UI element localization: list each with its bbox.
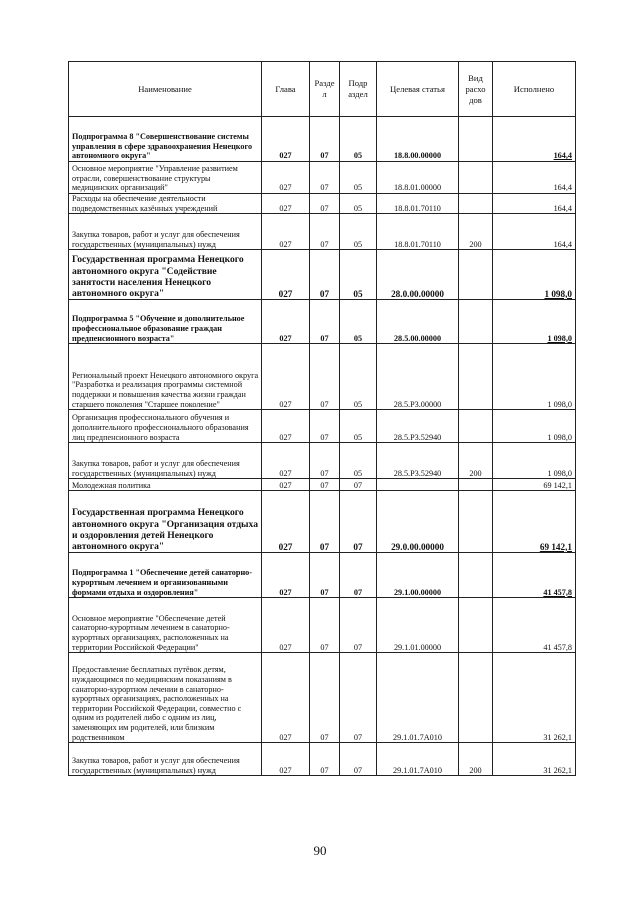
row-amount: 164,4 xyxy=(493,117,576,162)
row-podrazdel: 07 xyxy=(340,598,377,653)
row-razdel: 07 xyxy=(310,117,340,162)
row-podrazdel: 05 xyxy=(340,194,377,214)
row-vid: 200 xyxy=(459,214,493,250)
row-target: 28.5.P3.52940 xyxy=(377,443,459,479)
table-row xyxy=(69,250,576,300)
page-number: 90 xyxy=(313,843,327,858)
row-razdel: 07 xyxy=(310,743,340,776)
row-target: 29.0.00.00000 xyxy=(377,491,459,553)
row-vid xyxy=(459,250,493,300)
row-amount: 1 098,0 xyxy=(493,300,576,344)
table-row xyxy=(69,162,576,194)
row-vid xyxy=(459,553,493,598)
row-glava: 027 xyxy=(262,344,310,410)
row-vid xyxy=(459,344,493,410)
header-vid: Вид расхо дов xyxy=(459,62,493,117)
row-amount: 31 262,1 xyxy=(493,743,576,776)
row-name: Молодежная политика xyxy=(69,479,262,491)
row-podrazdel: 07 xyxy=(340,553,377,598)
row-glava: 027 xyxy=(262,491,310,553)
row-podrazdel: 05 xyxy=(340,344,377,410)
table-row xyxy=(69,410,576,443)
row-target: 18.8.01.70110 xyxy=(377,214,459,250)
row-glava: 027 xyxy=(262,214,310,250)
row-name: Государственная программа Ненецкого автономного округа "Содействие занятости населения Ненецкого автономного округа" xyxy=(69,250,262,300)
row-name: Организация профессионального обучения и дополнительного профессионального образования лиц предпенсионного возраста xyxy=(69,410,262,443)
table-row xyxy=(69,743,576,776)
table-row xyxy=(69,479,576,491)
header-executed: Исполнено xyxy=(493,62,576,117)
row-name: Закупка товаров, работ и услуг для обеспечения государственных (муниципальных) нужд xyxy=(69,214,262,250)
row-podrazdel: 07 xyxy=(340,653,377,743)
row-vid: 200 xyxy=(459,743,493,776)
row-target: 29.1.01.7А010 xyxy=(377,653,459,743)
row-amount: 41 457,8 xyxy=(493,598,576,653)
row-podrazdel: 05 xyxy=(340,410,377,443)
header-name: Наименование xyxy=(69,62,262,117)
row-target: 29.1.01.7А010 xyxy=(377,743,459,776)
row-target: 18.8.01.00000 xyxy=(377,162,459,194)
row-amount: 1 098,0 xyxy=(493,344,576,410)
header-glava: Глава xyxy=(262,62,310,117)
row-vid xyxy=(459,162,493,194)
table-row xyxy=(69,194,576,214)
row-vid xyxy=(459,479,493,491)
row-vid xyxy=(459,491,493,553)
row-vid xyxy=(459,410,493,443)
row-razdel: 07 xyxy=(310,410,340,443)
row-amount: 69 142,1 xyxy=(493,479,576,491)
row-razdel: 07 xyxy=(310,479,340,491)
row-amount: 164,4 xyxy=(493,214,576,250)
row-razdel: 07 xyxy=(310,300,340,344)
row-razdel: 07 xyxy=(310,598,340,653)
row-amount: 164,4 xyxy=(493,162,576,194)
row-name: Основное мероприятие "Управление развитием отрасли, совершенствование структуры медицинских организаций" xyxy=(69,162,262,194)
row-name: Подпрограмма 8 "Совершенствование системы управления в сфере здравоохранения Ненецкого автономного округа" xyxy=(69,117,262,162)
table-row xyxy=(69,117,576,162)
row-razdel: 07 xyxy=(310,344,340,410)
row-glava: 027 xyxy=(262,410,310,443)
row-glava: 027 xyxy=(262,653,310,743)
row-amount: 69 142,1 xyxy=(493,491,576,553)
row-podrazdel: 05 xyxy=(340,214,377,250)
row-name: Подпрограмма 1 "Обеспечение детей санаторно-курортным лечением и организованными формами отдыха и оздоровления" xyxy=(69,553,262,598)
row-podrazdel: 05 xyxy=(340,443,377,479)
row-podrazdel: 07 xyxy=(340,479,377,491)
row-glava: 027 xyxy=(262,479,310,491)
header-razdel: Разде л xyxy=(310,62,340,117)
row-vid xyxy=(459,598,493,653)
row-glava: 027 xyxy=(262,443,310,479)
row-glava: 027 xyxy=(262,553,310,598)
row-razdel: 07 xyxy=(310,214,340,250)
row-glava: 027 xyxy=(262,117,310,162)
row-glava: 027 xyxy=(262,743,310,776)
header-target: Целевая статья xyxy=(377,62,459,117)
table-row xyxy=(69,491,576,553)
row-amount: 1 098,0 xyxy=(493,443,576,479)
row-glava: 027 xyxy=(262,300,310,344)
row-name: Предоставление бесплатных путёвок детям, нуждающимся по медицинским показаниям в санаторно-курортном лечении в санаторно-курортных организациях, расположенных на территории Российской Федерации, совместно с одним из родителей либо с одним из лиц, заменяющих им родителей, или близким родственником xyxy=(69,653,262,743)
row-amount: 164,4 xyxy=(493,194,576,214)
row-podrazdel: 05 xyxy=(340,117,377,162)
row-razdel: 07 xyxy=(310,250,340,300)
row-target: 28.5.P3.00000 xyxy=(377,344,459,410)
row-glava: 027 xyxy=(262,162,310,194)
row-podrazdel: 05 xyxy=(340,300,377,344)
table-row xyxy=(69,653,576,743)
row-amount: 31 262,1 xyxy=(493,653,576,743)
table-row xyxy=(69,443,576,479)
header-row xyxy=(69,62,576,117)
row-podrazdel: 05 xyxy=(340,250,377,300)
row-target xyxy=(377,479,459,491)
row-target: 29.1.00.00000 xyxy=(377,553,459,598)
row-glava: 027 xyxy=(262,598,310,653)
row-razdel: 07 xyxy=(310,162,340,194)
row-target: 28.0.00.00000 xyxy=(377,250,459,300)
table-row xyxy=(69,344,576,410)
row-podrazdel: 07 xyxy=(340,491,377,553)
table-row xyxy=(69,598,576,653)
row-glava: 027 xyxy=(262,194,310,214)
row-razdel: 07 xyxy=(310,653,340,743)
row-amount: 1 098,0 xyxy=(493,410,576,443)
row-name: Расходы на обеспечение деятельности подведомственных казённых учреждений xyxy=(69,194,262,214)
row-name: Основное мероприятие "Обеспечение детей санаторно-курортным лечением в санаторно-курортных организациях, расположенных на территории Российской Федерации" xyxy=(69,598,262,653)
table-row xyxy=(69,553,576,598)
row-razdel: 07 xyxy=(310,491,340,553)
row-razdel: 07 xyxy=(310,553,340,598)
row-podrazdel: 07 xyxy=(340,743,377,776)
row-vid: 200 xyxy=(459,443,493,479)
row-vid xyxy=(459,653,493,743)
row-name: Подпрограмма 5 "Обучение и дополнительное профессиональное образование граждан предпенсионного возраста" xyxy=(69,300,262,344)
row-amount: 1 098,0 xyxy=(493,250,576,300)
row-target: 18.8.01.70110 xyxy=(377,194,459,214)
row-vid xyxy=(459,194,493,214)
row-name: Закупка товаров, работ и услуг для обеспечения государственных (муниципальных) нужд xyxy=(69,743,262,776)
row-amount: 41 457,8 xyxy=(493,553,576,598)
row-glava: 027 xyxy=(262,250,310,300)
row-podrazdel: 05 xyxy=(340,162,377,194)
table-row xyxy=(69,214,576,250)
budget-table xyxy=(68,61,576,776)
row-vid xyxy=(459,117,493,162)
row-name: Государственная программа Ненецкого автономного округа "Организация отдыха и оздоровления детей Ненецкого автономного округа" xyxy=(69,491,262,553)
row-target: 18.8.00.00000 xyxy=(377,117,459,162)
table-row xyxy=(69,300,576,344)
row-name: Закупка товаров, работ и услуг для обеспечения государственных (муниципальных) нужд xyxy=(69,443,262,479)
row-vid xyxy=(459,300,493,344)
row-razdel: 07 xyxy=(310,443,340,479)
header-podrazdel: Подр аздел xyxy=(340,62,377,117)
row-razdel: 07 xyxy=(310,194,340,214)
row-target: 28.5.P3.52940 xyxy=(377,410,459,443)
row-target: 29.1.01.00000 xyxy=(377,598,459,653)
row-name: Региональный проект Ненецкого автономного округа "Разработка и реализация программы системной поддержки и повышения качества жизни граждан старшего поколения "Старшее поколение" xyxy=(69,344,262,410)
row-target: 28.5.00.00000 xyxy=(377,300,459,344)
